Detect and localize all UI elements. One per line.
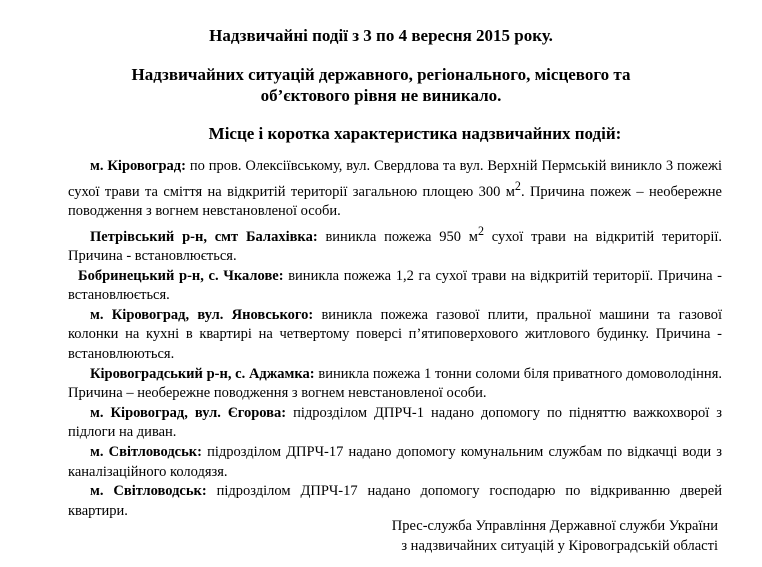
signature-line-2: з надзвичайних ситуацій у Кіровоградській області bbox=[401, 538, 718, 554]
event-text: виникла пожежа 1 тонни соломи біля приватного домоволодіння. Причина – необережне поводження з вогнем невстановленої особи. bbox=[68, 365, 722, 402]
signature-line-1: Прес-служба Управління Державної служби України bbox=[391, 518, 718, 534]
event-place: Петрівський р-н, смт Балахівка: bbox=[90, 228, 318, 245]
event-place: Бобринецький р-н, с. Чкалове: bbox=[78, 267, 284, 284]
event-place: м. Кіровоград, вул. Єгорова: bbox=[90, 404, 287, 421]
event-text: виникла пожежа газової плити, пральної машини та газової колонки на кухні в квартирі на четвертому поверсі п’ятиповерхового житлового будинку. Причина - встановлюються. bbox=[68, 306, 723, 362]
event-item bbox=[68, 157, 722, 222]
event-text: підрозділом ДПРЧ-17 надано допомогу господарю по відкриванню дверей квартири. bbox=[68, 483, 722, 519]
event-superscript: 2 bbox=[514, 178, 521, 193]
event-place: Кіровоградський р-н, с. Аджамка: bbox=[90, 365, 315, 382]
statement-line-2: об’єктового рівня не виникало. bbox=[260, 86, 502, 105]
event-item bbox=[68, 306, 722, 365]
event-place: м. Світловодськ: bbox=[90, 483, 207, 500]
event-text: підрозділом ДПРЧ-17 надано допомогу комунальним службам по відкачці води з каналізаційного колодязя. bbox=[68, 443, 722, 480]
document-title: Надзвичайні події з 3 по 4 вересня 2015 року. bbox=[209, 26, 553, 45]
event-place: м. Світловодськ: bbox=[90, 443, 202, 460]
press-service-signature bbox=[392, 516, 718, 556]
event-place: м. Кіровоград: bbox=[90, 158, 186, 174]
event-item bbox=[68, 404, 722, 443]
event-item bbox=[68, 267, 722, 306]
statement-line-1: Надзвичайних ситуацій державного, регіонального, місцевого та bbox=[131, 65, 631, 84]
event-place: м. Кіровоград, вул. Яновського: bbox=[90, 306, 314, 323]
event-text: по пров. Олексіївському, вул. Свердлова та вул. Верхній Пермській виникло 3 пожежі сухої трави та сміття на відкритій території загальною площею 300 м bbox=[68, 158, 723, 200]
event-text: виникла пожежа 950 м bbox=[317, 228, 478, 245]
event-text-continued: . Причина пожеж – необережне поводження з вогнем невстановленої особи. bbox=[68, 183, 722, 220]
no-emergencies-statement bbox=[0, 64, 762, 106]
event-item bbox=[68, 365, 722, 404]
event-text: підрозділом ДПРЧ-1 надано допомогу по підняттю важкохворої з підлоги на диван. bbox=[68, 404, 722, 441]
event-text-continued: сухої трави на відкритій території. Причина - встановлюється. bbox=[68, 228, 723, 265]
section-heading: Місце і коротка характеристика надзвичайних подій: bbox=[208, 124, 622, 143]
event-text: виникла пожежа 1,2 га сухої трави на відкритій території. Причина - встановлюється. bbox=[68, 267, 722, 304]
events-list bbox=[68, 157, 722, 521]
event-item bbox=[68, 222, 722, 267]
event-superscript: 2 bbox=[477, 223, 485, 238]
event-item bbox=[68, 443, 722, 482]
